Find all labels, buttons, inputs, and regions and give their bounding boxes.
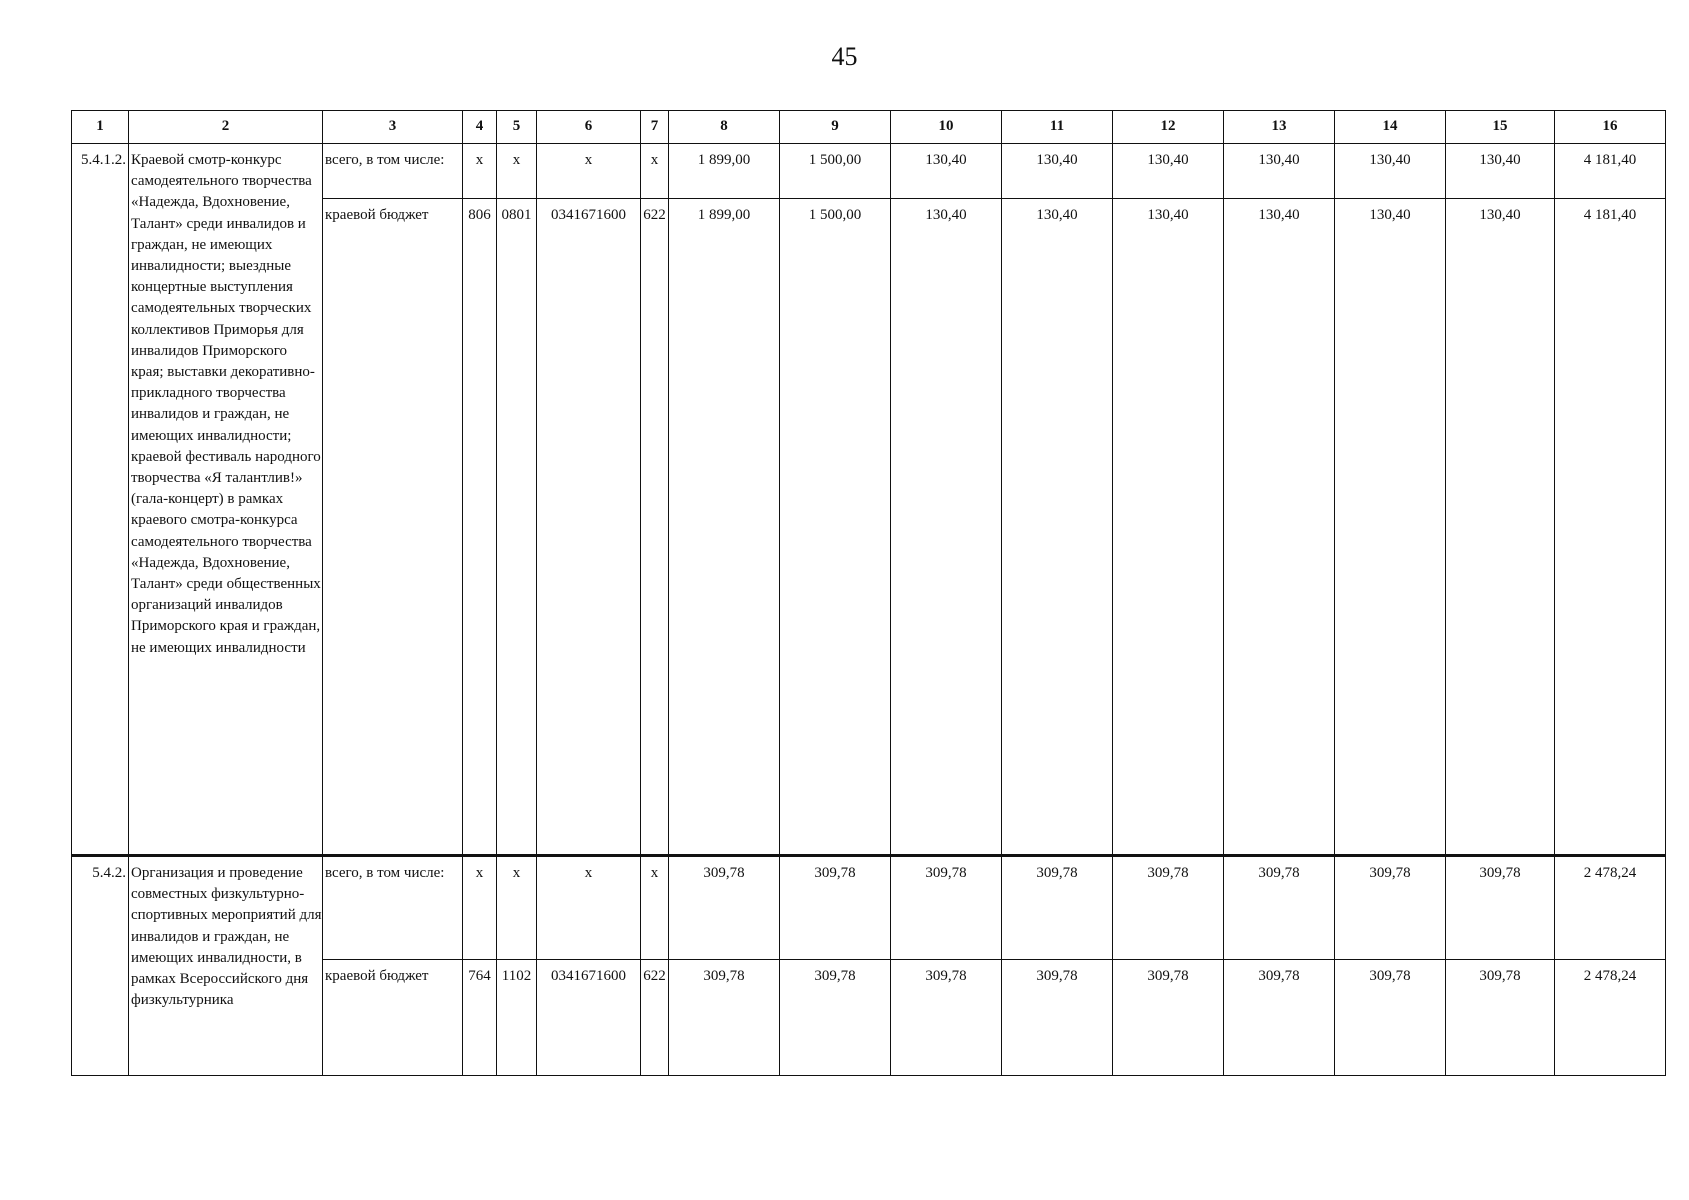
cell-col7: x bbox=[641, 856, 669, 960]
funding-source-regional: краевой бюджет bbox=[323, 199, 463, 856]
column-header: 6 bbox=[537, 111, 641, 144]
cell-col6: 0341671600 bbox=[537, 960, 641, 1076]
value-cell: 130,40 bbox=[1224, 199, 1335, 856]
cell-col5: x bbox=[497, 856, 537, 960]
column-header: 9 bbox=[780, 111, 891, 144]
column-header: 11 bbox=[1002, 111, 1113, 144]
column-header: 1 bbox=[72, 111, 129, 144]
activity-name: Краевой смотр-конкурс самодеятельного творчества «Надежда, Вдохновение, Талант» среди инвалидов и граждан, не имеющих инвалидности; выездные концертные выступления самодеятельных творческих коллективов Приморья для инвалидов Приморского края; выставки декоративно-прикладного творчества инвалидов и граждан, не имеющих инвалидности; краевой фестиваль народного творчества «Я талантлив!» (гала-концерт) в рамках краевого смотра-конкурса самодеятельного творчества «Надежда, Вдохновение, Талант» среди общественных организаций инвалидов Приморского края и граждан, не имеющих инвалидности bbox=[129, 144, 323, 856]
value-cell: 309,78 bbox=[669, 960, 780, 1076]
value-cell: 1 899,00 bbox=[669, 199, 780, 856]
value-cell: 1 500,00 bbox=[780, 199, 891, 856]
value-cell: 130,40 bbox=[1224, 144, 1335, 199]
column-header: 2 bbox=[129, 111, 323, 144]
column-header: 16 bbox=[1555, 111, 1666, 144]
table-row bbox=[72, 856, 1666, 960]
column-header: 15 bbox=[1446, 111, 1555, 144]
funding-source-total: всего, в том числе: bbox=[323, 856, 463, 960]
value-cell: 130,40 bbox=[1446, 144, 1555, 199]
value-cell: 2 478,24 bbox=[1555, 856, 1666, 960]
header-row bbox=[72, 111, 1666, 144]
value-cell: 309,78 bbox=[1335, 856, 1446, 960]
budget-table bbox=[71, 110, 1666, 1076]
column-header: 7 bbox=[641, 111, 669, 144]
value-cell: 309,78 bbox=[1002, 960, 1113, 1076]
value-cell: 130,40 bbox=[1002, 144, 1113, 199]
page-number: 45 bbox=[831, 42, 858, 71]
cell-col4: x bbox=[463, 856, 497, 960]
value-cell: 1 500,00 bbox=[780, 144, 891, 199]
value-cell: 309,78 bbox=[1446, 960, 1555, 1076]
table-row bbox=[72, 144, 1666, 199]
cell-col6: x bbox=[537, 144, 641, 199]
value-cell: 130,40 bbox=[1113, 199, 1224, 856]
value-cell: 130,40 bbox=[891, 199, 1002, 856]
value-cell: 309,78 bbox=[669, 856, 780, 960]
column-header: 8 bbox=[669, 111, 780, 144]
cell-col5: 0801 bbox=[497, 199, 537, 856]
funding-source-total: всего, в том числе: bbox=[323, 144, 463, 199]
value-cell: 130,40 bbox=[1335, 144, 1446, 199]
value-cell: 309,78 bbox=[780, 856, 891, 960]
value-cell: 309,78 bbox=[891, 856, 1002, 960]
value-cell: 309,78 bbox=[1224, 856, 1335, 960]
cell-col7: 622 bbox=[641, 199, 669, 856]
column-header: 5 bbox=[497, 111, 537, 144]
cell-col4: 806 bbox=[463, 199, 497, 856]
cell-col5: x bbox=[497, 144, 537, 199]
value-cell: 130,40 bbox=[1335, 199, 1446, 856]
value-cell: 1 899,00 bbox=[669, 144, 780, 199]
column-header: 14 bbox=[1335, 111, 1446, 144]
cell-col4: x bbox=[463, 144, 497, 199]
value-cell: 309,78 bbox=[1113, 960, 1224, 1076]
value-cell: 130,40 bbox=[1113, 144, 1224, 199]
column-header: 12 bbox=[1113, 111, 1224, 144]
value-cell: 130,40 bbox=[1002, 199, 1113, 856]
activity-name: Организация и проведение совместных физкультурно-спортивных мероприятий для инвалидов и граждан, не имеющих инвалидности, в рамках Всероссийского дня физкультурника bbox=[129, 856, 323, 1076]
funding-source-regional: краевой бюджет bbox=[323, 960, 463, 1076]
column-header: 10 bbox=[891, 111, 1002, 144]
row-number: 5.4.2. bbox=[72, 856, 129, 1076]
row-number: 5.4.1.2. bbox=[72, 144, 129, 856]
value-cell: 130,40 bbox=[891, 144, 1002, 199]
value-cell: 2 478,24 bbox=[1555, 960, 1666, 1076]
cell-col7: 622 bbox=[641, 960, 669, 1076]
value-cell: 309,78 bbox=[891, 960, 1002, 1076]
value-cell: 4 181,40 bbox=[1555, 144, 1666, 199]
value-cell: 309,78 bbox=[1224, 960, 1335, 1076]
value-cell: 309,78 bbox=[1113, 856, 1224, 960]
value-cell: 4 181,40 bbox=[1555, 199, 1666, 856]
value-cell: 309,78 bbox=[1002, 856, 1113, 960]
cell-col6: x bbox=[537, 856, 641, 960]
column-header: 4 bbox=[463, 111, 497, 144]
value-cell: 309,78 bbox=[1446, 856, 1555, 960]
cell-col5: 1102 bbox=[497, 960, 537, 1076]
cell-col6: 0341671600 bbox=[537, 199, 641, 856]
column-header: 13 bbox=[1224, 111, 1335, 144]
value-cell: 309,78 bbox=[1335, 960, 1446, 1076]
cell-col4: 764 bbox=[463, 960, 497, 1076]
cell-col7: x bbox=[641, 144, 669, 199]
column-header: 3 bbox=[323, 111, 463, 144]
value-cell: 130,40 bbox=[1446, 199, 1555, 856]
value-cell: 309,78 bbox=[780, 960, 891, 1076]
